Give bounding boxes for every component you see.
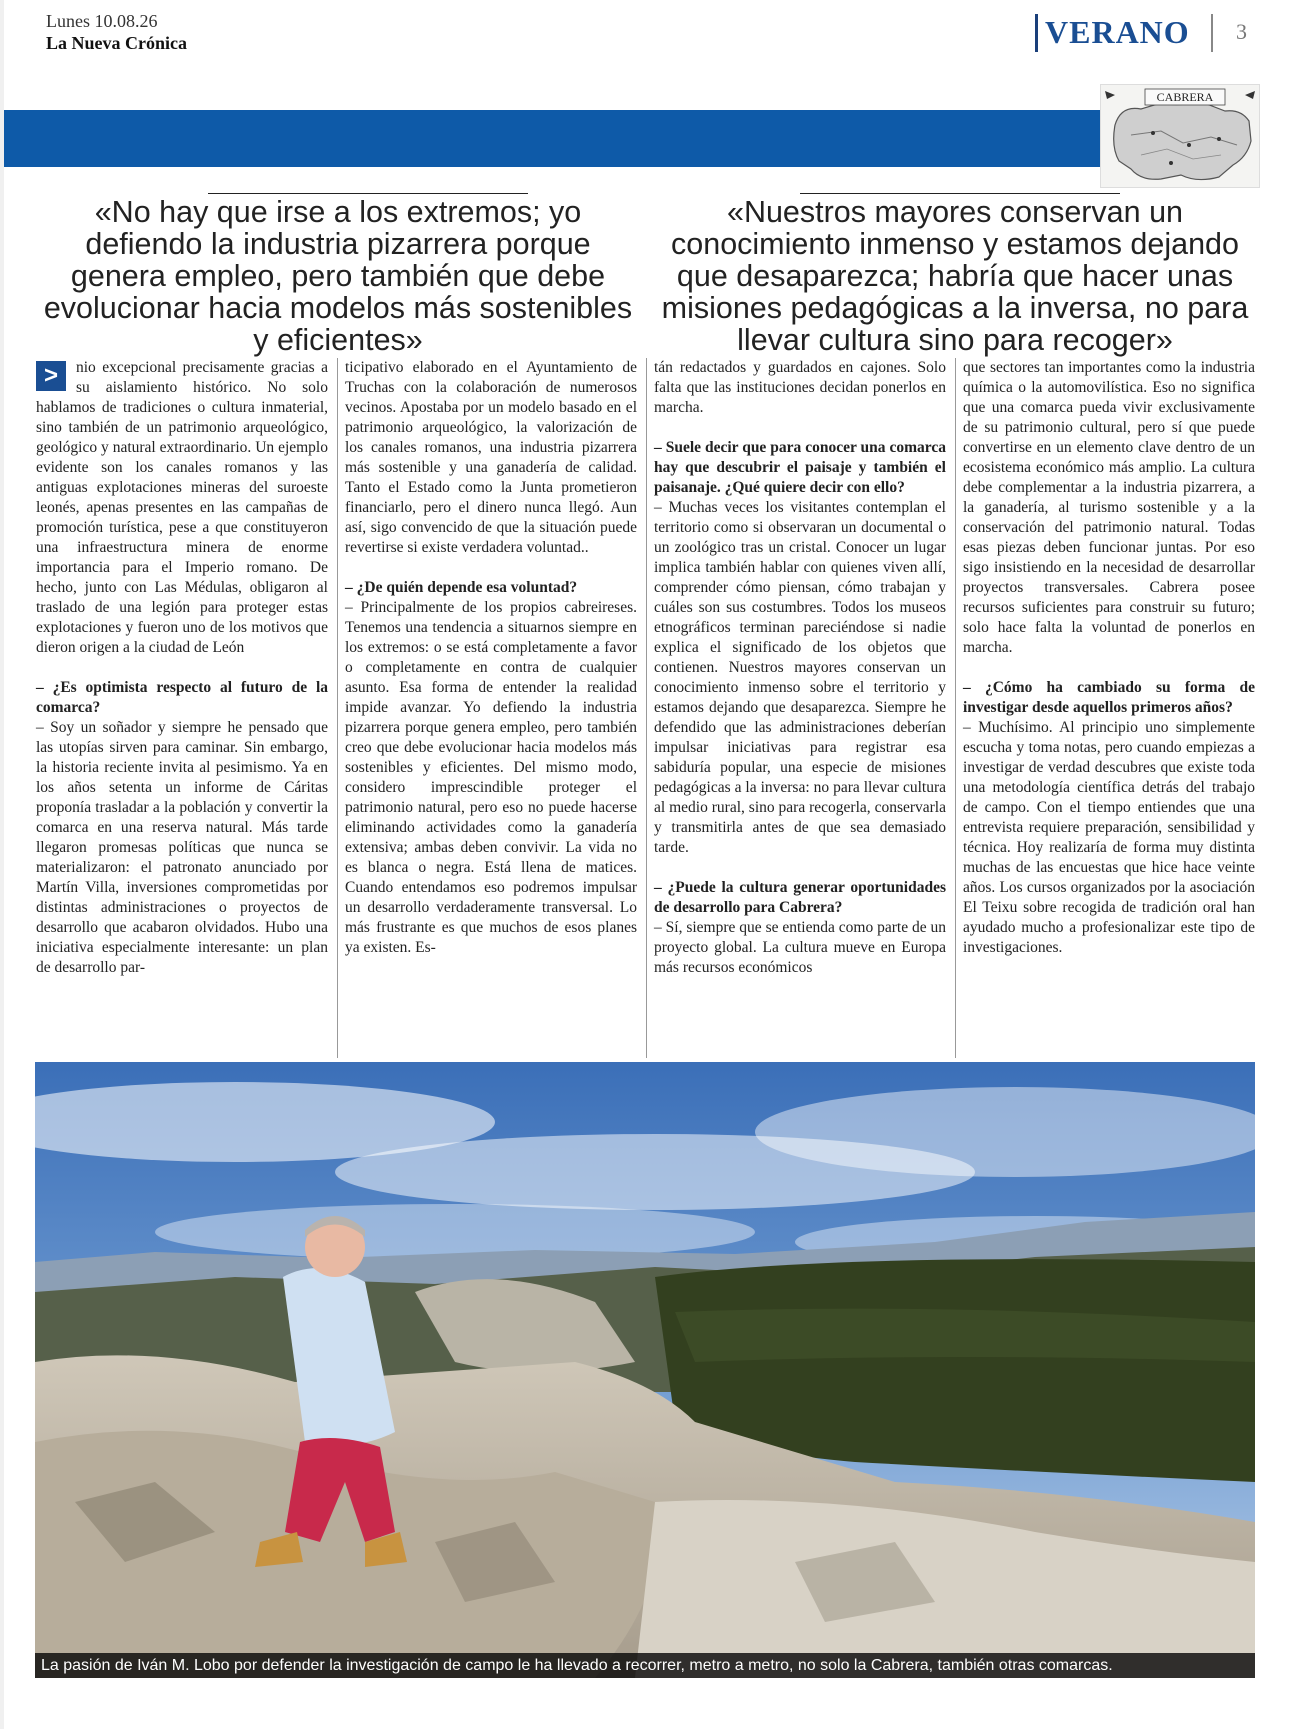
interview-answer: – Soy un soñador y siempre he pensado que las utopías sirven para caminar. Sin embargo, la historia reciente invita al pesimismo. Ya en los años setenta un informe de Cáritas proponía trasladar a la población y convertir la comarca en una reserva natural. Más tarde llegaron promesas políticas que nunca se materializaron: el patronato anunciado por Martín Villa, inversiones comprometidas por distintas administraciones o proyectos de desarrollo que acabaron olvidados. Hubo una iniciativa especialmente interesante: un plan de desarrollo par-: [36, 719, 328, 976]
column-divider: [337, 358, 338, 1058]
photo-caption: La pasión de Iván M. Lobo por defender la investigación de campo le ha llevado a recorrer, metro a metro, no solo la Cabrera, también otras comarcas.: [35, 1653, 1255, 1678]
cabrera-map: [1100, 84, 1260, 188]
interview-answer: – Principalmente de los propios cabreireses. Tenemos una tendencia a situarnos siempre en los extremos: o se está completamente a favor o completamente en contra de cualquier asunto. Esa forma de entender la realidad impide avanzar. Yo defiendo la industria pizarrera porque genera empleo, pero también creo que debe evolucionar hacia modelos más sostenibles y eficientes. Del mismo modo, considero imprescindible proteger el patrimonio natural, pero eso no puede hacerse eliminando actividades como la ganadería extensiva; ambas deben convivir. La vida no es blanca o negra. Está llena de matices. Cuando entendamos eso podremos impulsar un desarrollo verdaderamente transversal. Lo más frustrante es que muchos de esos planes ya existen. Es-: [345, 599, 637, 956]
article-column-3: [654, 358, 946, 978]
pull-quote-left: «No hay que irse a los extremos; yo defiendo la industria pizarrera porque genera empleo, pero también que debe evolucionar hacia modelos más sostenibles y eficientes»: [43, 195, 633, 357]
interview-answer: – Muchas veces los visitantes contemplan el territorio como si observaran un documental o un zoológico tras un cristal. Conocer un lugar implica también hablar con quienes viven allí, comprender cómo piensan, cómo trabajan y cuáles son sus costumbres. Todos los museos etnográficos terminan pareciéndose si nadie explica el significado de los objetos que contienen. Nuestros mayores conservan un conocimiento inmenso sobre el territorio y estamos dejando que desaparezca. Siempre he defendido que las administraciones deberían impulsar iniciativas para registrar esa sabiduría popular, una especie de misiones pedagógicas a la inversa: no para llevar cultura al medio rural, sino para recogerla, conservarla y transmitirla antes de que sea demasiado tarde.: [654, 499, 946, 856]
publication-name: La Nueva Crónica: [46, 33, 187, 53]
article-column-4: [963, 358, 1255, 958]
body-paragraph: nio excepcional precisamente gracias a su aislamiento histórico. No solo hablamos de tradiciones o cultura inmaterial, sino también de un patrimonio arqueológico, geológico y natural extraordinario. Un ejemplo evidente son los canales romanos y las antiguas explotaciones mineras del suroeste leonés, apenas presentes en las campañas de promoción turística, pese a que constituyeron una infraestructura minera de enorme importancia para el Imperio romano. De hecho, junto con Las Médulas, obligaron al traslado de una legión para proteger estas explotaciones y fueron uno de los motivos que dieron origen a la ciudad de León: [36, 359, 328, 656]
map-label: CABRERA: [1156, 90, 1214, 104]
interview-question: – ¿Es optimista respecto al futuro de la comarca?: [36, 679, 328, 716]
pull-quote-rule-right: [800, 193, 1120, 194]
article-column-1: [36, 358, 328, 978]
section-divider-right: [1211, 14, 1213, 52]
column-divider: [955, 358, 956, 1058]
header-band: [4, 110, 1254, 167]
section-divider: [1035, 14, 1038, 52]
page-edge: [0, 0, 4, 1729]
article-photo: [35, 1062, 1255, 1678]
interview-question: – Suele decir que para conocer una comarca hay que descubrir el paisaje y también el paisanaje. ¿Qué quiere decir con ello?: [654, 439, 946, 496]
interview-question: – ¿Puede la cultura generar oportunidades de desarrollo para Cabrera?: [654, 879, 946, 916]
arrow-right-icon: >: [36, 361, 66, 391]
column-divider: [646, 358, 647, 1058]
interview-answer: – Sí, siempre que se entienda como parte de un proyecto global. La cultura mueve en Europa más recursos económicos: [654, 919, 946, 976]
body-paragraph: tán redactados y guardados en cajones. Solo falta que las instituciones decidan ponerlos en marcha.: [654, 359, 946, 416]
section-title: VERANO: [1045, 14, 1190, 50]
article-column-2: [345, 358, 637, 958]
pull-quote-rule-left: [208, 193, 528, 194]
interview-question: – ¿De quién depende esa voluntad?: [345, 579, 578, 596]
page-number: 3: [1236, 19, 1247, 44]
interview-answer: – Muchísimo. Al principio uno simplemente escucha y toma notas, pero cuando empiezas a investigar de verdad descubres que existe toda una metodología científica detrás del trabajo de campo. Con el tiempo entiendes que una entrevista requiere preparación, sensibilidad y técnica. Hoy realizaría de forma muy distinta muchas de las encuestas que hice hace veinte años. Los cursos organizados por la asociación El Teixu sobre recogida de tradición oral han ayudado mucho a profesionalizar este tipo de investigaciones.: [963, 719, 1255, 956]
pull-quote-right: «Nuestros mayores conservan un conocimiento inmenso y estamos dejando que desaparezca; habría que hacer unas misiones pedagógicas a la inversa, no para llevar cultura sino para recoger»: [661, 195, 1249, 357]
interview-question: – ¿Cómo ha cambiado su forma de investigar desde aquellos primeros años?: [963, 679, 1255, 716]
issue-date: Lunes 10.08.26: [46, 11, 158, 31]
body-paragraph: ticipativo elaborado en el Ayuntamiento de Truchas con la colaboración de numerosos vecinos. Apostaba por un modelo basado en el patrimonio arqueológico, la valorización de los canales romanos, una industria pizarrera más sostenible y una ganadería de calidad. Tanto el Estado como la Junta prometieron financiarlo, pero el dinero nunca llegó. Aun así, sigo convencido de que la situación puede revertirse si existe verdadera voluntad..: [345, 359, 637, 556]
body-paragraph: que sectores tan importantes como la industria química o la automovilística. Eso no significa que una comarca pueda vivir exclusivamente de su patrimonio cultural, pero sí que puede convertirse en un elemento clave dentro de un ecosistema económico más amplio. La cultura debe complementar a la industria pizarrera, a la ganadería, al turismo sostenible y a la conservación del patrimonio natural. Todas esas piezas deben funcionar juntas. Por eso sigo insistiendo en la necesidad de desarrollar proyectos transversales. Cabrera posee recursos suficientes para construir su futuro; solo hace falta la voluntad de ponerlos en marcha.: [963, 359, 1255, 656]
